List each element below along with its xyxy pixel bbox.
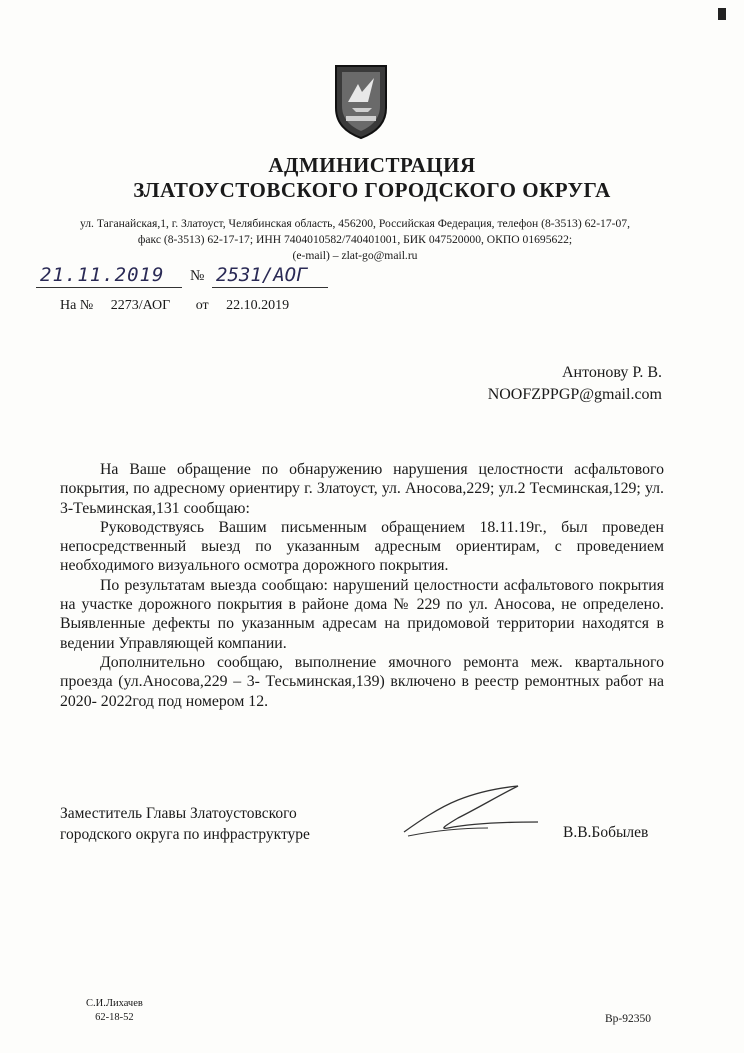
letter-body — [60, 460, 664, 711]
org-title-line1: АДМИНИСТРАЦИЯ — [268, 153, 476, 177]
position-line2: городского округа по инфраструктуре — [60, 826, 310, 843]
paragraph-3: По результатам выезда сообщаю: нарушений целостности асфальтового покрытия на участке дорожного покрытия в районе дома № 229 по ул. Аносова, не определено. Выявленные дефекты по указанным адресам на придомовой территории находятся в ведении Управляющей компании. — [60, 576, 664, 652]
scan-mark — [718, 8, 726, 20]
number-sign: № — [190, 268, 205, 284]
address-line1: ул. Таганайская,1, г. Златоуст, Челябинская область, 456200, Российская Федерация, телефон (8-3513) 62-17-07, — [79, 217, 631, 230]
recipient-block — [488, 362, 662, 406]
ref-from: от — [195, 298, 209, 313]
paragraph-4: Дополнительно сообщаю, выполнение ямочного ремонта меж. квартального проезда (ул.Аносова,229 – 3- Тесьминская,139) включено в реестр ремонтных работ на 2020- 2022год под номером 12. — [60, 653, 664, 710]
paragraph-2: Руководствуясь Вашим письменным обращением 18.11.19г., был проведен непосредственный выезд по указанным адресным ориентирам, с проведением необходимого визуального осмотра дорожного покрытия. — [60, 518, 664, 575]
org-address — [40, 216, 670, 264]
reference-line — [60, 298, 289, 314]
position-line1: Заместитель Главы Златоустовского — [60, 805, 297, 822]
signer-name: В.В.Бобылев — [563, 824, 649, 841]
ref-number: 2273/АОГ — [110, 298, 171, 313]
address-line2: факс (8-3513) 62-17-17; ИНН 7404010582/740401001, БИК 047520000, ОКПО 01695622; — [137, 233, 573, 246]
ref-date: 22.10.2019 — [226, 298, 290, 313]
registration-code: Вр-92350 — [605, 1013, 651, 1025]
coat-of-arms-icon — [332, 62, 390, 140]
ref-label: На № — [60, 298, 94, 313]
executor-block — [86, 997, 143, 1025]
handwritten-signature-icon — [398, 782, 548, 842]
signer-position — [60, 803, 310, 845]
executor-name: С.И.Лихачев — [86, 998, 143, 1009]
executor-phone: 62-18-52 — [95, 1012, 134, 1023]
org-title-line2: ЗЛАТОУСТОВСКОГО ГОРОДСКОГО ОКРУГА — [133, 178, 611, 202]
number-underline — [212, 287, 328, 288]
date-underline — [36, 287, 182, 288]
registration-number: 2531/АОГ — [216, 264, 308, 286]
address-line3: (e-mail) – zlat-go@mail.ru — [292, 249, 418, 262]
registration-date: 21.11.2019 — [40, 264, 165, 286]
recipient-name: Антонову Р. В. — [561, 364, 662, 381]
paragraph-1: На Ваше обращение по обнаружению нарушения целостности асфальтового покрытия, по адресному ориентиру г. Златоуст, ул. Аносова,229; ул.2 Тесминская,129; ул. 3-Теьминская,131 сообщаю: — [60, 461, 664, 517]
recipient-email: NOOFZPPGP@gmail.com — [487, 386, 662, 403]
